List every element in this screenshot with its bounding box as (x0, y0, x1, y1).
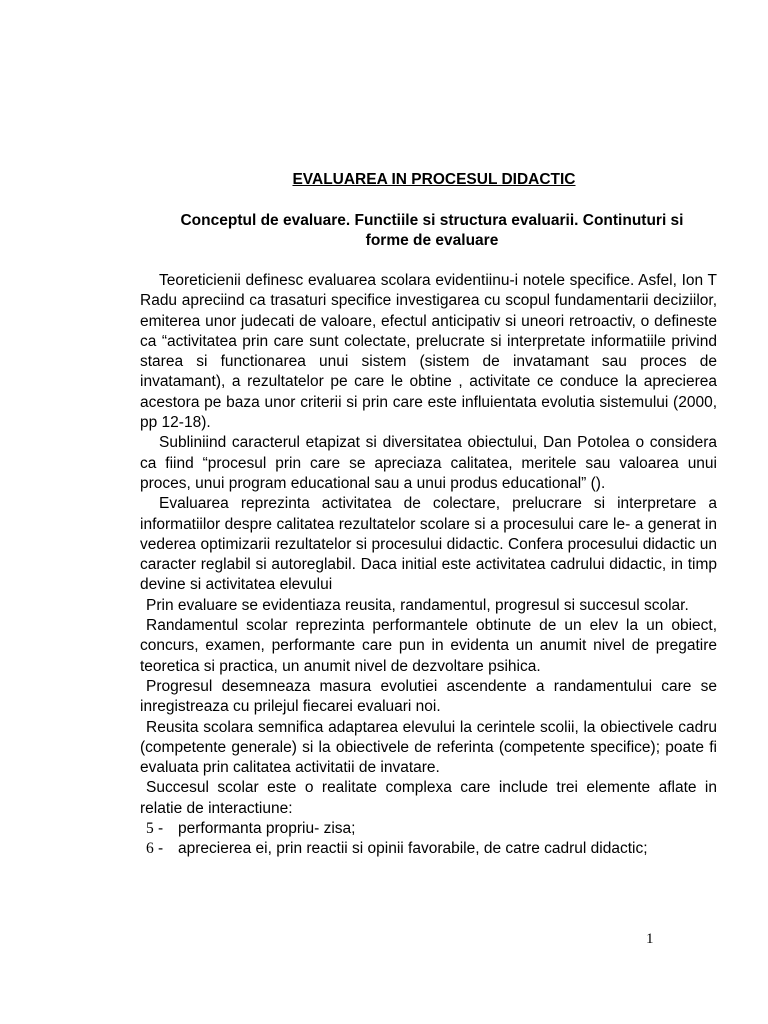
list-item-number: 5 (146, 820, 154, 838)
list-item-dash: - (158, 820, 164, 838)
subtitle-line-2: forme de evaluare (365, 232, 499, 249)
list-item-text: aprecierea ei, prin reactii si opinii favorabile, de catre cadrul didactic; (178, 840, 648, 858)
document-body (140, 271, 717, 860)
paragraph: Progresul desemneaza masura evolutiei ascendente a randamentului care se inregistreaza cu prilejul fiecarei evaluari noi. (140, 677, 717, 716)
paragraph: Prin evaluare se evidentiaza reusita, randamentul, progresul si succesul scolar. (146, 596, 689, 614)
paragraph: Reusita scolara semnifica adaptarea elevului la cerintele scolii, la obiectivele cadru (competente generale) si la obiectivele de referinta (competente specifice); poate fi evaluata prin calitatea activitatii de invatare. (140, 718, 717, 777)
paragraph: Teoreticienii definesc evaluarea scolara evidentiinu-i notele specifice. Asfel, Ion T Radu apreciind ca trasaturi specifice investigarea cu scopul fundamentarii deciziilor, emiterea unor judecati de valoare, efectul anticipativ si uneori retroactiv, o defineste ca “activitatea prin care sunt colectate, prelucrate si interpretate informatiile privind starea si functionarea unui sistem (sistem de invatamant sau proces de invatamant), a rezultatelor pe care le obtine , activitate ce conduce la aprecierea acestora pe baza unor criterii si prin care este influientata evolutia sistemului (2000, pp 12-18). (140, 272, 717, 432)
list-item-dash: - (158, 840, 164, 858)
list (140, 819, 717, 860)
list-item (140, 839, 717, 859)
paragraph: Succesul scolar este o realitate complexa care include trei elemente aflate in relatie de interactiune: (140, 779, 717, 817)
paragraph: Evaluarea reprezinta activitatea de colectare, prelucrare si interpretare a informatiilor despre calitatea rezultatelor scolare si a procesului care le- a generat in vederea optimizarii rezultatelor si procesului didactic. Confera procesului didactic un caracter reglabil si autoreglabil. Daca initial este activitatea cadrului didactic, in timp devine si activitatea elevului (140, 495, 717, 594)
document-title: EVALUAREA IN PROCESUL DIDACTIC (292, 171, 576, 188)
list-item (140, 819, 717, 839)
page-number: 1 (646, 931, 654, 947)
list-item-number: 6 (146, 840, 154, 858)
document-subtitle (148, 211, 716, 251)
subtitle-line-1: Conceptul de evaluare. Functiile si structura evaluarii. Continuturi si (180, 212, 684, 229)
paragraph: Randamentul scolar reprezinta performantele obtinute de un elev la un obiect, concurs, examen, performante care pun in evidenta un anumit nivel de pregatire teoretica si practica, un anumit nivel de dezvoltare psihica. (140, 617, 717, 675)
list-item-text: performanta propriu- zisa; (178, 820, 356, 838)
paragraph: Subliniind caracterul etapizat si diversitatea obiectului, Dan Potolea o considera ca fiind “procesul prin care se apreciaza calitatea, meritele sau valoarea unui proces, unui program educational sau a unui produs educational” (). (140, 434, 717, 492)
